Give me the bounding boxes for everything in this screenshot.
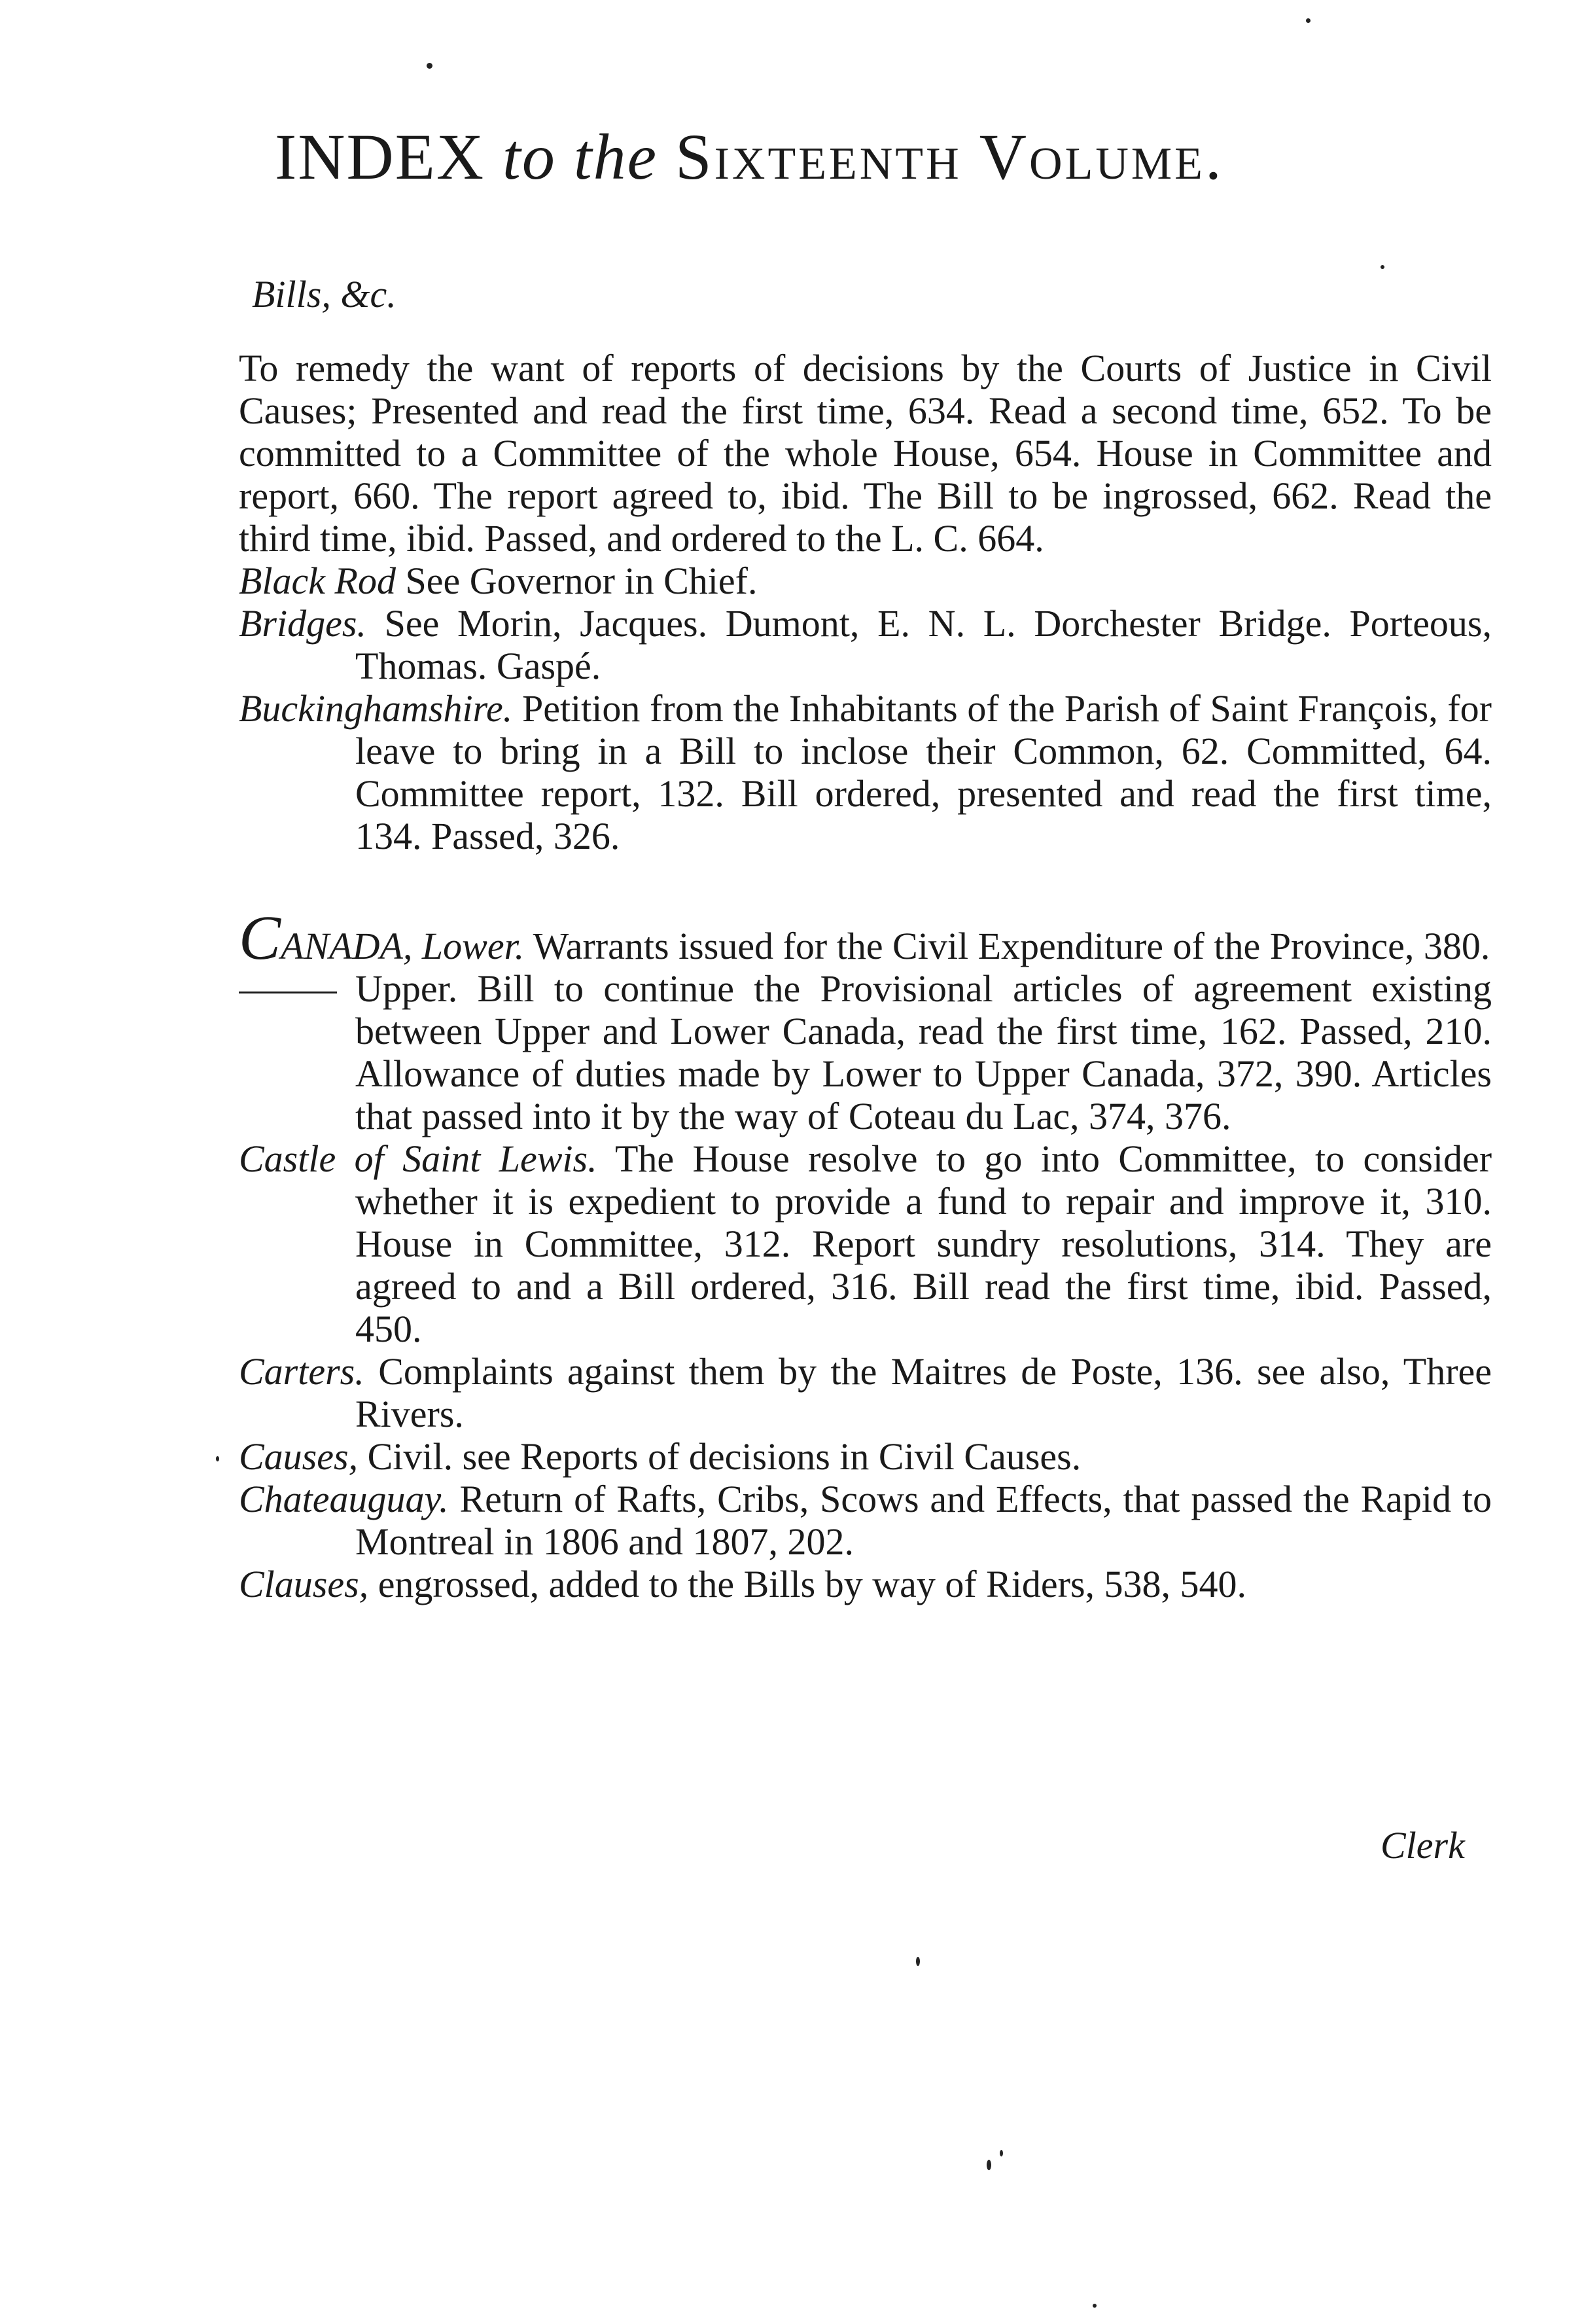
title-index: INDEX: [275, 120, 485, 193]
index-entry: [239, 1350, 1492, 1435]
entry-head: Chateauguay.: [239, 1478, 449, 1520]
entry-text: Upper. Bill to continue the Provisional articles of agreement existing between Upper and Lower Canada, read the first time, 162. Passed, 210. Allowance of duties made by Lower to Upper Canada, 372, 390. Articles that passed into it by the way of Coteau du Lac, 374, 376.: [355, 967, 1492, 1137]
entry-text: Return of Rafts, Cribs, Scows and Effects, that passed the Rapid to Montreal in 1806 and 1807, 202.: [355, 1478, 1492, 1563]
catchword: Clerk: [1381, 1824, 1465, 1867]
entry-head: Buckinghamshire.: [239, 687, 513, 730]
entry-text: See Governor in Chief.: [405, 560, 758, 602]
entry-text: Complaints against them by the Maitres de Poste, 136. see also, Three Rivers.: [355, 1350, 1492, 1435]
scan-speck: [916, 1957, 920, 1966]
scan-speck: [1381, 265, 1384, 269]
entry-head: Black Rod: [239, 560, 396, 602]
entry-text: See Morin, Jacques. Dumont, E. N. L. Dorchester Bridge. Porteous, Thomas. Gaspé.: [355, 602, 1492, 687]
entry-text: Warrants issued for the Civil Expenditure of the Province, 380.: [533, 925, 1490, 967]
section-gap: [239, 857, 1492, 916]
entry-head: Bridges.: [239, 602, 366, 645]
entry-head: Castle of Saint Lewis.: [239, 1137, 597, 1180]
index-entry: [239, 1563, 1492, 1605]
ditto-dash: [239, 992, 337, 993]
entry-head: Carters.: [239, 1350, 364, 1393]
entry-head: Causes,: [239, 1435, 359, 1478]
entry-text: engrossed, added to the Bills by way of Riders, 538, 540.: [378, 1563, 1247, 1605]
title-connector: to the: [502, 120, 658, 193]
scan-speck: [1093, 2304, 1097, 2308]
scan-speck: [1306, 18, 1311, 23]
index-entry: [239, 903, 1492, 973]
entry-text: The House resolve to go into Committee, to consider whether it is expedient to provide a fund to repair and improve it, 310. House in Committee, 312. Report sundry resolutions, 314. They are agreed to and a Bill ordered, 316. Bill read the first time, ibid. Passed, 450.: [355, 1137, 1492, 1350]
entry-head: Clauses,: [239, 1563, 369, 1605]
index-entry: [239, 560, 1492, 602]
title-volume: Sixteenth Volume.: [675, 120, 1224, 193]
index-entry: To remedy the want of reports of decisions by the Courts of Justice in Civil Causes; Presented and read the first time, 634. Read a second time, 652. To be committed to a Committee of the whole House, 654. House in Committee and report, 660. The report agreed to, ibid. The Bill to be ingrossed, 662. Read the third time, ibid. Passed, and ordered to the L. C. 664.: [239, 347, 1492, 560]
scan-speck: [216, 1456, 219, 1461]
index-entry: [239, 602, 1492, 687]
entry-text: Civil. see Reports of decisions in Civil Causes.: [367, 1435, 1082, 1478]
index-entry: [239, 687, 1492, 857]
scan-speck: [427, 63, 432, 69]
index-entry: [239, 1478, 1492, 1563]
index-entry: [239, 1435, 1492, 1478]
entry-head: ANADA, Lower.: [281, 925, 525, 967]
index-body: [239, 347, 1492, 1605]
index-entry: [239, 967, 1492, 1137]
scan-speck: [1000, 2150, 1003, 2156]
initial-capital: C: [239, 903, 281, 973]
section-heading: Bills, &c.: [252, 273, 396, 315]
index-entry: [239, 1137, 1492, 1350]
entry-text: Petition from the Inhabitants of the Parish of Saint François, for leave to bring in a Bill to inclose their Common, 62. Committed, 64. Committee report, 132. Bill ordered, presented and read the first time, 134. Passed, 326.: [355, 687, 1492, 857]
scan-speck: [987, 2160, 991, 2170]
page-title: [275, 115, 1505, 200]
